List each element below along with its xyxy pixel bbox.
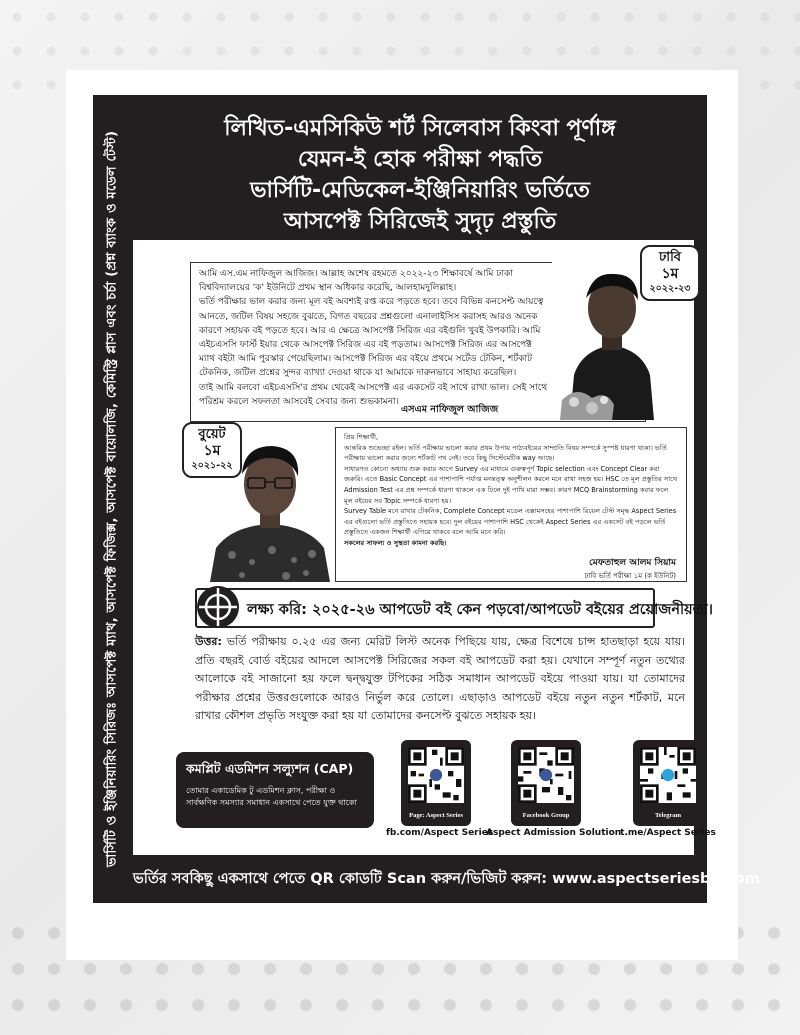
footer-banner	[133, 855, 760, 903]
footer-text[interactable]: ভর্তির সবকিছু একসাথে পেতে QR কোডটি Scan করুন/ভিজিট করুন: www.aspectseriesbd.com	[133, 871, 760, 887]
qr-caption-group[interactable]: Aspect Admission Solution	[486, 828, 622, 838]
badge-rank: ১ম	[661, 266, 679, 282]
badge-year: ২০২১-২২	[191, 460, 233, 471]
testimonial-signature: এসএম নাফিজুল আজিজ	[401, 404, 499, 415]
signature-name: মেফতাহুল আলম সিয়াম	[589, 558, 676, 568]
facebook-icon	[430, 769, 442, 781]
header-line: লিখিত-এমসিকিউ শর্ট সিলেবাস কিংবা পূর্ণাঙ্গ	[224, 116, 616, 141]
qr-code	[408, 747, 464, 803]
testimonial-buet	[335, 427, 687, 582]
answer-paragraph	[195, 633, 685, 726]
target-icon	[195, 584, 241, 630]
question-prefix: লক্ষ্য করি:	[247, 602, 307, 618]
qr-card-label: Telegram	[654, 812, 682, 819]
testimonial-paragraph: তাই আমি বলবো এইচএসসি'র প্রথম থেকেই আসপেক্ট এর একসেট বই সাথে রাখা ভাল। সেই সাথে পরিশ্রম করলে সফলতা আসবেই সেবার জন্য শুভকামনা।	[199, 382, 548, 407]
testimonial-paragraph: সাধারণত কোনো অধ্যায় শুরু করার আগে Survey এর মাধ্যমে গুরুত্বপূর্ণ Topic selection এবং Concept Clear করা জরুরি। এতে Basic Concept এর পাশাপাশি পর্যাপ্ত মনন্তত্ত্ব অনুশীলন করলে মনে রাখা সহজ হয়। HSC তে মূল প্রস্তুতির সাথে Admission Test এর প্রশ্ন সম্পর্কে ধারণা থাকলে এক ঢিলে দুই পাখি মারা সম্ভব। কারণ MCQ Brainstorming করার ফলে মূল বইয়ের সব Topic সম্পর্কে ধারণা হয়।	[344, 464, 678, 505]
facebook-icon	[540, 769, 552, 781]
telegram-icon	[662, 769, 674, 781]
signature-role: ঢাবি ভর্তি পরীক্ষা ১ম (ক ইউনিট)	[584, 572, 676, 580]
testimonial-body	[344, 432, 678, 549]
side-banner-text: ভার্সিটি ও ইঞ্জিনিয়ারিং সিরিজঃ আসপেক্ট ম্যাথ, আসপেক্ট ফিজিক্স, আসপেক্ট বায়োলজি, কেমিস্ট্রি প্লাস এবং চর্চা (প্রশ্ন ব্যাংক ও মডেল টেস্ট)	[104, 130, 120, 868]
answer-text: ভর্তি পরীক্ষায় ০.২৫ এর জন্য মেরিট লিস্ট অনেক পিছিয়ে যায়, ক্ষেত্র বিশেষে চান্স হাতছাড়া হয়ে যায়। প্রতি বছরই বোর্ড বইয়ের আদলে আসপেক্ট সিরিজের সকল বই আপডেট করা হয়। যেখানে সম্পূর্ণ নতুন তথ্যের আলোকে বই সাজানো হয় ফলে দ্বন্দ্বযুক্ত টপিকের সঠিক সমাধান আপডেট বইয়ে পাওয়া যায়। যা তোমাদের পরীক্ষার প্রশ্নের উত্তরগুলোকে আরও নির্ভুল করে তোলে। এছাড়াও আপডেট বইয়ে নতুন নতুন শর্টকাট, মনে রাখার কৌশল প্রভৃতি সংযুক্ত করা হয় যা তোমাদের কনসেপ্ট বুঝতে সহায়ক হয়।	[195, 635, 685, 722]
question-banner	[195, 588, 713, 628]
qr-card-label: Page: Aspect Series	[409, 812, 463, 819]
qr-card-page[interactable]	[401, 740, 471, 826]
question-body: ২০২৫-২৬ আপডেট বই কেন পড়বো/আপডেট বইয়ের প্রয়োজনীয়তা।	[311, 602, 713, 618]
qr-card-telegram[interactable]	[633, 740, 703, 826]
rank-badge-buet	[182, 422, 242, 478]
badge-institution: ঢাবি	[658, 250, 682, 265]
testimonial-paragraph: Survey Table মনে রাখার টেকনিক, Complete Concept মডেল এক্সামসহের পাশাপাশি রিয়েল টেস্ট সমৃদ্ধ Aspect Series এর বইগুলো ভর্তি প্রস্তুতিতে সহায়ক হবে। দুল বইয়ের পাশাপাশি HSC থেকেই Aspect Series এর একসেট বই পড়লে ভর্তি প্রস্তুতিতে একজন শিক্ষার্থী এগিয়ে থাকবে বলে আমি মনে করি।	[344, 507, 677, 537]
cap-box	[176, 752, 374, 828]
answer-label: উত্তর:	[195, 635, 222, 648]
cap-title: কমপ্লিট এডমিশন সল্যুশন (CAP)	[186, 761, 354, 776]
header-banner	[133, 95, 707, 240]
header-line: আসপেক্ট সিরিজেই সুদৃঢ় প্রস্তুতি	[283, 209, 557, 234]
rank-badge-dhaka	[640, 245, 700, 301]
qr-code	[640, 747, 696, 803]
cap-description: তোমার একাডেমিক টু এডমিশন ক্লাস, পরীক্ষা ও সার্বক্ষণিক সমস্যার সমাধান একসাথে পেতে যুক্ত থাকো	[186, 786, 357, 807]
testimonial-closing: সকলের সাফল্য ও সুস্থতা কামনা করছি।	[344, 538, 447, 547]
testimonial-paragraph: আমি এস.এম নাফিজুল আজিজ। আল্লাহ অশেষ রহমতে ২০২২-২৩ শিক্ষাবর্ষে আমি ঢাকা বিশ্ববিদ্যালয়ের 'ক' ইউনিটে প্রথম স্থান অধিকার করেছি, আলহামদুলিল্লাহ।	[199, 269, 513, 294]
testimonial-paragraph: ভর্তি পরীক্ষার ভাল করার জন্য মূল বই অবশ্যই রপ্ত করে পড়তে হবে। তবে বিভিন্ন কনসেপ্ট আয়ত্বে আনতে, জটিল বিষয় সহজে বুঝতে, বিগত বছরের প্রশ্নগুলো এনালাইসিস করাসহ আরও অনেক কারণে সহায়ক বই পড়তে হবে। আর এ ক্ষেত্রে আসপেক্ট সিরিজ এর বইগুলি খুবই উপকারি। আমি এইচএসসি ফার্স্ট ইয়ার থেকে আসপেক্ট সিরিজ এর বই পড়তাম। আসপেক্ট সিরিজ এর আসপেক্ট ম্যাথ বইটা আমি পুরস্কার পেয়েছিলাম। আসপেক্ট সিরিজ এর বইয়ে প্রথমে সর্টেড টেকিন, শর্টকাট টেকনিক, জটিল প্রশ্নের সুন্দর ব্যাখ্যা দেওয়া থাকে যা আমাকে দারুনভাবে সাহায্য করেছিল।	[199, 297, 544, 379]
header-line: যেমন-ই হোক পরীক্ষা পদ্ধতি	[297, 147, 543, 172]
qr-code	[518, 747, 574, 803]
badge-year: ২০২২-২৩	[649, 283, 691, 294]
testimonial-signature	[584, 555, 676, 582]
testimonial-paragraph: আন্তরিক শুভেচ্ছা রইল। ভর্তি পরীক্ষায় ভালো করার প্রথম উপায় পাঠ্যবইয়ের সাম্প্রতি বিষয় সম্পর্কে সুস্পষ্ট ধারণা থাকা। ভর্তি পরীক্ষায় ভালো করার জন্যে শর্টকাট পথ নেই। তবে কিছু সিস্টেমেটিক way আছে।	[344, 443, 667, 463]
header-line: ভার্সিটি-মেডিকেল-ইঞ্জিনিয়ারিং ভর্তিতে	[250, 178, 590, 203]
qr-card-label: Facebook Group	[522, 812, 570, 819]
qr-card-group[interactable]	[511, 740, 581, 826]
side-banner	[93, 95, 133, 903]
testimonial-body	[199, 267, 549, 409]
qr-caption-page[interactable]: fb.com/Aspect Series	[386, 828, 494, 838]
qr-caption-telegram[interactable]: t.me/Aspect Series	[620, 828, 716, 838]
badge-rank: ১ম	[203, 443, 221, 459]
testimonial-greeting: প্রিয় শিক্ষার্থী,	[344, 433, 379, 441]
badge-institution: বুয়েট	[198, 427, 226, 442]
question-text	[247, 599, 713, 623]
